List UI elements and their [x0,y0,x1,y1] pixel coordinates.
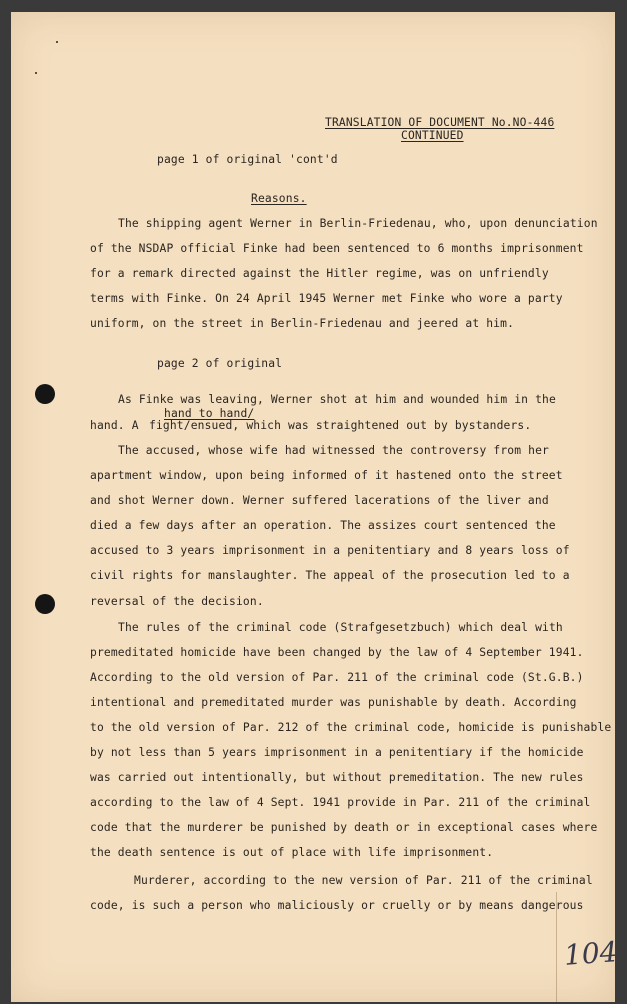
text-line: according to the law of 4 Sept. 1941 provide in Par. 211 of the criminal [90,796,591,809]
text-line: the death sentence is out of place with life imprisonment. [90,846,494,859]
text-line: apartment window, upon being informed of it hastened onto the street [90,469,563,482]
text-line: The accused, whose wife had witnessed the controversy from her [118,444,549,457]
punch-hole-bottom [35,594,55,614]
section-heading: Reasons. [251,192,307,205]
handwritten-insert: hand to hand/ [164,407,255,420]
page-note-1: page 1 of original 'cont'd [157,153,338,166]
document-title: TRANSLATION OF DOCUMENT No.NO-446 [325,116,555,129]
punch-hole-top [35,384,55,404]
text-line: uniform, on the street in Berlin-Friedenau and jeered at him. [90,317,515,330]
text-line: Murderer, according to the new version of Par. 211 of the criminal [134,874,593,887]
text-line: hand. A [90,419,139,432]
text-line: and shot Werner down. Werner suffered lacerations of the liver and [90,494,549,507]
text-line: According to the old version of Par. 211 of the criminal code (St.G.B.) [90,671,584,684]
text-line: civil rights for manslaughter. The appeal of the prosecution led to a [90,569,570,582]
document-page [11,12,619,1002]
text-line: by not less than 5 years imprisonment in a penitentiary if the homicide [90,746,584,759]
text-line: code, is such a person who maliciously or cruelly or by means dangerous [90,899,584,912]
text-line: premeditated homicide have been changed by the law of 4 September 1941. [90,646,584,659]
handwritten-page-number: 104 [562,935,619,972]
text-line: terms with Finke. On 24 April 1945 Werner met Finke who wore a party [90,292,563,305]
text-line: fight/ensued, which was straightened out by bystanders. [149,419,532,432]
text-line: accused to 3 years imprisonment in a penitentiary and 8 years loss of [90,544,570,557]
document-subtitle: CONTINUED [401,129,464,142]
text-line: The shipping agent Werner in Berlin-Friedenau, who, upon denunciation [118,217,598,230]
text-line: reversal of the decision. [90,595,264,608]
page-note-2: page 2 of original [157,357,283,370]
speck [56,41,58,43]
text-line: to the old version of Par. 212 of the criminal code, homicide is punishable [90,721,612,734]
text-line: was carried out intentionally, but without premeditation. The new rules [90,771,584,784]
text-line: died a few days after an operation. The assizes court sentenced the [90,519,556,532]
text-line: intentional and premeditated murder was punishable by death. According [90,696,577,709]
speck [35,72,37,74]
text-line: code that the murderer be punished by death or in exceptional cases where [90,821,598,834]
text-line: As Finke was leaving, Werner shot at him and wounded him in the [118,393,556,406]
text-line: The rules of the criminal code (Strafgesetzbuch) which deal with [118,621,563,634]
page-fold-line [556,892,557,1002]
text-line: for a remark directed against the Hitler regime, was on unfriendly [90,267,549,280]
text-line: of the NSDAP official Finke had been sentenced to 6 months imprisonment [90,242,584,255]
